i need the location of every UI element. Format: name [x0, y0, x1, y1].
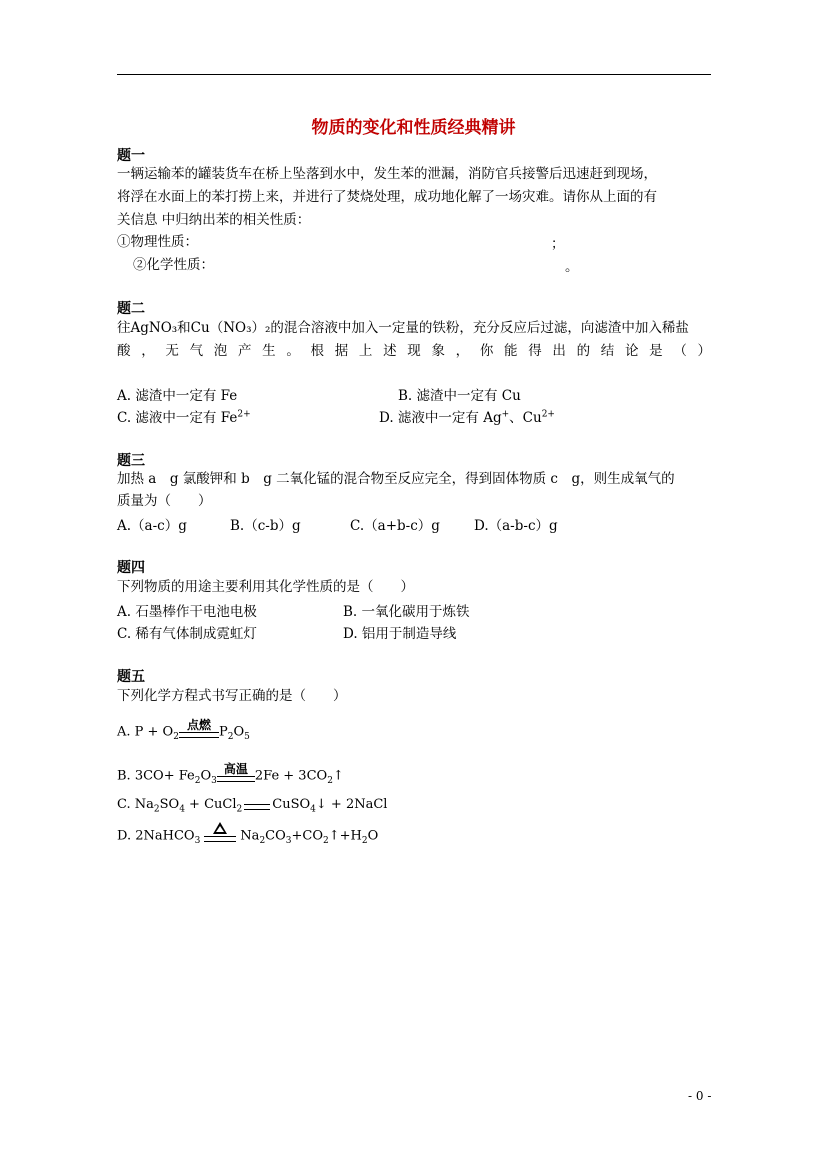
q2-line-2-char: 根: [310, 343, 324, 359]
q1-line-3: 关信息 中归纳出苯的相关性质：: [117, 212, 311, 228]
q4-option-c: C. 稀有气体制成霓虹灯: [117, 626, 257, 642]
q2-line-2-char: 泡: [213, 343, 228, 359]
q2-line-2-char: 气: [189, 343, 204, 359]
q5-line-1: 下列化学方程式书写正确的是（ ）: [117, 688, 347, 704]
q2-line-2: [117, 341, 711, 361]
q2-line-2-char: 产: [237, 343, 252, 359]
q2-line-2-char: ）: [697, 343, 711, 359]
q1-chemical-label: ②化学性质：: [133, 257, 214, 273]
q1-physical-end: ；: [551, 236, 565, 252]
reaction-condition-heat: [204, 822, 236, 846]
q1-chemical-end: 。: [565, 259, 579, 275]
q4-line-1: 下列物质的用途主要利用其化学性质的是（ ）: [117, 579, 414, 595]
q3-heading: 题三: [117, 453, 145, 469]
q5-equation-b: B. $3CO+ Fe_2O_3$ 高温 $2Fe + 3CO_2↑$: [117, 762, 344, 786]
q3-option-a: A.（a-c）g: [117, 518, 187, 534]
q2-line-2-char: （: [673, 343, 687, 359]
q2-option-d: D. 滤液中一定有 Ag+、$Cu^{2+}$: [379, 409, 555, 426]
reaction-condition-ignite: 点燃: [179, 718, 219, 742]
q2-line-2-char: 得: [528, 343, 542, 359]
q5-equation-d: D. 2NaHCO$_3$ $Na_2CO_3+CO_2↑+H_2O$: [117, 822, 378, 846]
reaction-condition-high-temp: 高温: [217, 762, 255, 786]
reaction-equals: [244, 804, 270, 815]
q2-line-2-char: 你: [479, 343, 494, 359]
q1-physical-label: ①物理性质：: [117, 234, 198, 250]
q2-line-2-char: 出: [552, 343, 566, 359]
q2-line-2-char: 象: [431, 343, 445, 359]
q2-line-1: 往AgNO₃和Cu（NO₃）₂的混合溶液中加入一定量的铁粉，充分反应后过滤，向滤渣中加入稀盐: [117, 320, 689, 336]
q3-option-d: D.（a-b-c）g: [474, 518, 558, 534]
q5-heading: 题五: [117, 669, 145, 685]
q2-line-2-char: 现: [407, 343, 421, 359]
q2-line-2-char: 酸: [117, 343, 131, 359]
q2-line-2-char: 结: [600, 343, 615, 359]
q2-line-2-char: 上: [358, 343, 373, 359]
q3-line-2: 质量为（ ）: [117, 493, 212, 509]
q3-option-c: C.（a+b-c）g: [350, 518, 440, 534]
q2-heading: 题二: [117, 301, 145, 317]
q2-line-2-char: 是: [649, 343, 663, 359]
q1-heading: 题一: [117, 148, 145, 164]
q4-heading: 题四: [117, 560, 145, 576]
heat-triangle-icon: [213, 822, 227, 834]
q2-line-2-char: 无: [165, 343, 179, 359]
q3-option-b: B.（c-b）g: [230, 518, 301, 534]
q4-option-b: B. 一氧化碳用于炼铁: [343, 604, 470, 620]
q2-line-2-char: 论: [624, 343, 639, 359]
q2-line-2-char: 。: [286, 343, 300, 359]
q2-line-2-char: 生: [262, 343, 276, 359]
q2-option-b: B. 滤渣中一定有 Cu: [398, 388, 521, 404]
q2-line-2-char: ，: [141, 343, 155, 359]
q4-option-d: D. 铝用于制造导线: [343, 626, 457, 642]
q2-line-2-char: ，: [455, 343, 470, 359]
q5-equation-a: A. $P + O_2$ 点燃 $P_2O_5$: [117, 718, 250, 742]
q5-equation-c: C. $Na_2SO_4$ + CuCl$_2$ CuSO$_4$↓ + 2NaCl: [117, 797, 388, 815]
q3-line-1: 加热 a g 氯酸钾和 b g 二氧化锰的混合物至反应完全，得到固体物质 c g，则生成氧气的: [117, 471, 675, 487]
page-number: - 0 -: [688, 1089, 712, 1103]
q2-line-2-char: 的: [576, 343, 591, 359]
q1-line-1: 一辆运输苯的罐装货车在桥上坠落到水中，发生苯的泄漏，消防官兵接警后迅速赶到现场，: [117, 166, 657, 182]
q2-line-2-char: 述: [383, 343, 397, 359]
q2-line-2-char: 能: [504, 343, 518, 359]
q2-option-c: C. 滤液中一定有 $Fe^{2+}$: [117, 409, 251, 426]
header-rule: [117, 74, 711, 75]
page-title: 物质的变化和性质经典精讲: [311, 118, 516, 138]
q2-option-a: A. 滤渣中一定有 Fe: [117, 388, 238, 404]
q1-line-2: 将浮在水面上的苯打捞上来，并进行了焚烧处理，成功地化解了一场灾难。请你从上面的有: [117, 189, 657, 205]
q2-line-2-char: 据: [334, 343, 349, 359]
q4-option-a: A. 石墨棒作干电池电极: [117, 604, 257, 620]
